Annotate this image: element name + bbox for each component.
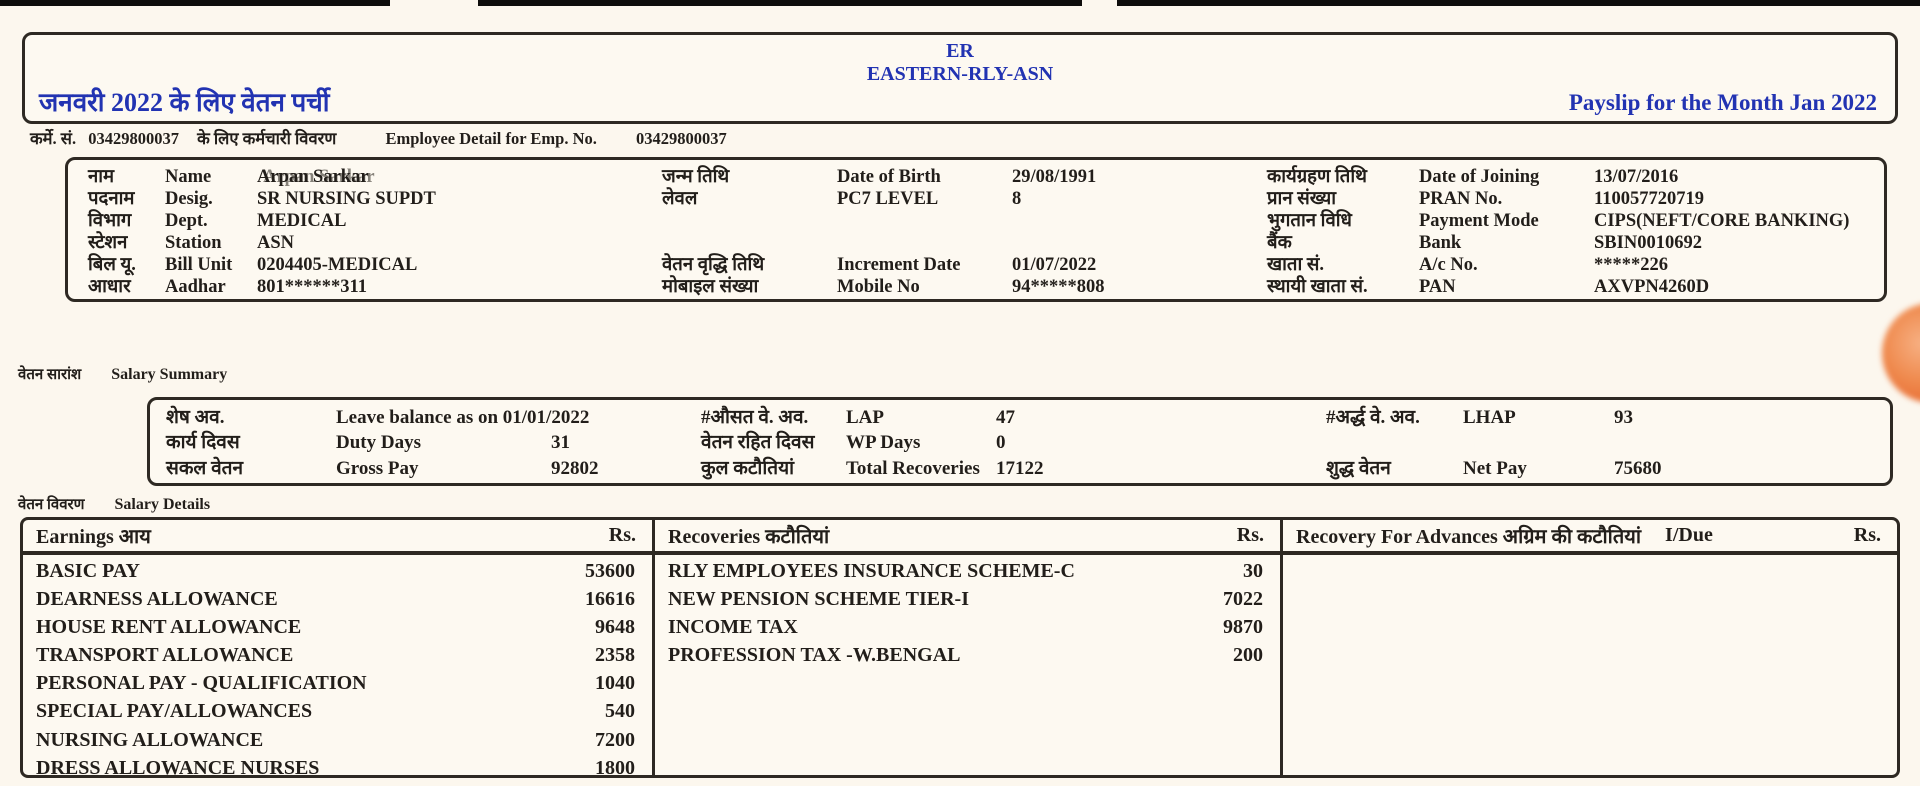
duty-days-value: 31 [551,432,570,454]
video-letterbox-strip [0,0,390,6]
earning-amount: 1800 [595,756,635,778]
salary-summary-label [18,364,227,384]
earnings-row [23,558,652,586]
earnings-row [23,755,652,778]
earnings-row [23,698,652,726]
payslip-title-hindi: जनवरी 2022 के लिए वेतन पर्ची [39,88,330,117]
field-value: 110057720719 [1594,189,1704,210]
org-header [25,40,1895,86]
field-label: Duty Days [336,432,421,454]
field-value [1012,233,1267,255]
field-label-hindi: आधार [88,277,131,298]
gross-pay-value: 92802 [551,457,599,479]
idue-header: I/Due [1665,524,1713,546]
field-label-hindi: कार्यग्रहण तिथि [1267,167,1367,187]
net-pay-value: 75680 [1614,457,1662,479]
table-body [23,555,1897,778]
earnings-row [23,586,652,614]
salary-details-table [20,517,1900,778]
field-label: LAP [846,407,884,428]
summary-row [166,406,1890,431]
column-header: Recoveries कटौतियां [668,526,830,548]
recovery-label: NEW PENSION SCHEME TIER-I [668,588,969,611]
earnings-column [23,555,655,778]
employee-row [88,211,1884,233]
employee-detail-box [65,157,1887,302]
field-value: 8 [1012,189,1022,210]
emp-no-suffix-hindi: के लिए कर्मचारी विवरण [197,129,337,148]
field-value: 29/08/1991 [1012,167,1097,187]
field-label-hindi: विभाग [88,211,132,232]
employee-number: 03429800037 [88,129,179,148]
field-label-hindi: मोबाइल संख्या [662,277,759,298]
employee-row [88,167,1884,189]
recovery-amount: 200 [1233,644,1263,667]
field-label-hindi: पदनाम [88,189,135,210]
field-label: WP Days [846,432,921,454]
orange-overlay-blob [1882,303,1920,403]
salary-summary-box [147,397,1893,486]
earning-amount: 16616 [585,588,635,611]
currency-header: Rs. [608,524,636,546]
field-label: LHAP [1463,407,1516,428]
payslip-title-english: Payslip for the Month Jan 2022 [1568,90,1877,115]
field-label-hindi: #औसत वे. अव. [701,407,809,428]
video-letterbox-strip [478,0,1082,6]
recovery-amount: 30 [1243,560,1263,582]
field-label-hindi: नाम [88,167,115,187]
field-label-hindi: जन्म तिथि [662,167,730,187]
table-header-row [23,520,1897,555]
advances-header-cell [1283,520,1897,551]
field-label: A/c No. [1419,255,1478,276]
recovery-row [655,614,1280,642]
field-label: Name [165,167,212,187]
employee-name-value: Arpan Sarkar [257,167,369,187]
field-value: *****226 [1594,255,1668,276]
field-label [837,233,1012,255]
recovery-row [655,642,1280,670]
earnings-row [23,642,652,670]
earning-label: PERSONAL PAY - QUALIFICATION [36,672,367,695]
field-label-hindi: प्रान संख्या [1267,189,1337,210]
earning-label: DEARNESS ALLOWANCE [36,588,278,611]
field-label-hindi: कार्य दिवस [166,432,240,454]
header-box [22,32,1898,124]
earning-amount: 1040 [595,672,635,695]
field-value: 13/07/2016 [1594,167,1679,187]
section-label: Salary Details [114,496,211,513]
recovery-row [655,586,1280,614]
field-label: Aadhar [165,277,226,298]
currency-header: Rs. [1853,524,1881,546]
earning-amount: 9648 [595,616,635,639]
recovery-amount: 7022 [1223,588,1263,611]
section-label-hindi: वेतन सारांश [18,367,82,383]
field-label: Dept. [165,211,208,232]
recovery-label: RLY EMPLOYEES INSURANCE SCHEME-C [668,560,1075,582]
column-header: Earnings आय [36,526,151,548]
field-value: 801******311 [257,277,367,298]
earnings-header-cell [23,520,655,551]
field-label: Payment Mode [1419,211,1539,232]
emp-no-prefix-hindi: कर्मे. सं. [30,129,77,148]
field-label-hindi [662,233,837,255]
section-label: Salary Summary [111,366,228,383]
salary-details-label [18,494,210,514]
field-value: 94*****808 [1012,277,1105,298]
field-label-hindi: शेष अव. [166,407,225,428]
employee-row [88,277,1884,299]
field-value: CIPS(NEFT/CORE BANKING) [1594,211,1850,232]
field-label-hindi: #अर्द्ध वे. अव. [1326,407,1420,428]
earning-label: TRANSPORT ALLOWANCE [36,644,294,667]
recovery-label: INCOME TAX [668,616,798,639]
recovery-label: PROFESSION TAX -W.BENGAL [668,644,961,667]
field-label: Mobile No [837,277,920,298]
field-label-hindi [1326,431,1463,456]
field-label: Gross Pay [336,457,419,479]
earnings-row [23,727,652,755]
org-code: ER [946,40,974,62]
org-name: EASTERN-RLY-ASN [866,63,1054,85]
currency-header: Rs. [1236,524,1264,546]
field-value: MEDICAL [257,211,347,232]
field-label: Date of Joining [1419,167,1540,187]
recovery-row [655,558,1280,586]
field-value: SBIN0010692 [1594,233,1702,254]
earning-amount: 53600 [585,560,635,582]
field-label: Total Recoveries [846,457,980,479]
field-label: Station [165,233,222,254]
earning-amount: 7200 [595,728,635,751]
field-label-hindi: कुल कटौतियां [701,457,795,479]
field-label-hindi: वेतन रहित दिवस [701,432,815,454]
lhap-days-value: 93 [1614,407,1633,428]
earnings-row [23,670,652,698]
field-label: PRAN No. [1419,189,1503,210]
field-value: 01/07/2022 [1012,255,1097,276]
field-value: SR NURSING SUPDT [257,189,436,210]
field-label-hindi: खाता सं. [1267,255,1325,276]
summary-row [166,457,1890,482]
employee-detail-label: Employee Detail for Emp. No. [385,129,597,148]
employee-row [88,233,1884,255]
recoveries-header-cell [655,520,1283,551]
lap-days-value: 47 [996,407,1015,428]
advances-column [1283,555,1897,778]
earning-label: HOUSE RENT ALLOWANCE [36,616,302,639]
field-value: 0204405-MEDICAL [257,255,418,276]
field-label-hindi: बैंक [1267,233,1292,254]
earnings-row [23,614,652,642]
employee-row [88,189,1884,211]
earning-label: DRESS ALLOWANCE NURSES [36,756,320,778]
field-value: ASN [257,233,295,254]
field-label: Bank [1419,233,1462,254]
field-label [837,211,1012,233]
field-label: Desig. [165,189,213,210]
field-value [1012,211,1267,233]
earning-label: NURSING ALLOWANCE [36,728,264,751]
total-recoveries-value: 17122 [996,457,1044,479]
field-label-hindi [662,211,837,233]
earning-amount: 2358 [595,644,635,667]
field-label-hindi: भुगतान विधि [1267,211,1352,232]
summary-row [166,431,1890,456]
earning-amount: 540 [605,700,635,723]
field-label [1463,431,1614,456]
earning-label: SPECIAL PAY/ALLOWANCES [36,700,313,723]
recovery-amount: 9870 [1223,616,1263,639]
field-label-hindi: स्थायी खाता सं. [1267,277,1368,298]
wp-days-value: 0 [996,432,1006,454]
field-label: PAN [1419,277,1456,298]
employee-detail-line [30,126,727,149]
field-label-hindi: सकल वेतन [166,457,244,479]
field-value [551,406,701,431]
video-letterbox-strip [1117,0,1920,6]
field-label-hindi: वेतन वृद्धि तिथि [662,255,765,276]
field-label: PC7 LEVEL [837,189,939,210]
section-label-hindi: वेतन विवरण [18,497,85,513]
employee-row [88,255,1884,277]
field-label: Leave balance as on 01/01/2022 [336,407,590,428]
field-label-hindi: बिल यू. [88,255,136,276]
field-label-hindi: लेवल [662,189,698,210]
employee-number: 03429800037 [636,129,727,148]
field-label: Bill Unit [165,255,233,276]
field-label: Net Pay [1463,457,1527,479]
recoveries-column [655,555,1283,778]
earning-label: BASIC PAY [36,560,140,582]
field-label: Increment Date [837,255,961,276]
field-value: AXVPN4260D [1594,277,1710,298]
field-label: Date of Birth [837,167,941,187]
field-value [1614,431,1890,456]
column-header: Recovery For Advances अग्रिम की कटौतियां [1296,526,1642,548]
field-label-hindi: शुद्ध वेतन [1326,457,1391,479]
field-label-hindi: स्टेशन [88,233,128,254]
